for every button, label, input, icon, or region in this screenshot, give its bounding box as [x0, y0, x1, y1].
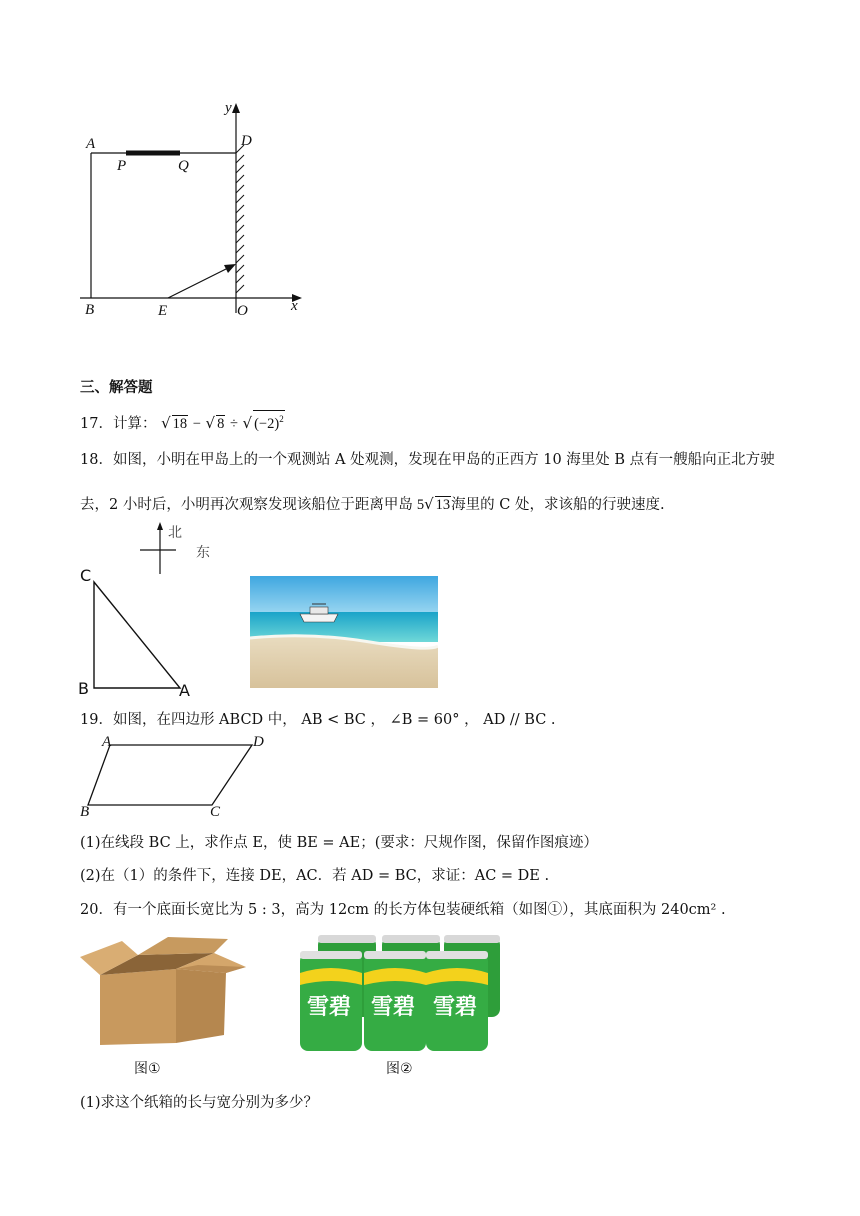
question-20-line1: 20．有一个底面长宽比为 5 : 3，高为 12cm 的长方体包装硬纸箱（如图①），其底面积为 240cm² . — [80, 902, 726, 918]
can-text-1: 雪碧 — [307, 995, 352, 1020]
label-c-para: C — [210, 804, 221, 820]
beach-boat-photo — [250, 576, 438, 688]
label-c: C — [80, 566, 92, 585]
can-text-3: 雪碧 — [433, 995, 478, 1020]
section-title: 三、解答题 — [80, 379, 153, 396]
label-a: A — [86, 136, 96, 152]
y-axis-arrow-icon — [232, 103, 240, 113]
ray-e — [168, 268, 228, 298]
compass-east-label: 东 — [196, 545, 210, 561]
label-e: E — [158, 303, 168, 319]
label-p: P — [117, 158, 127, 174]
label-o: O — [237, 303, 248, 319]
label-b: B — [85, 302, 95, 318]
question-18-line2: 去，2 小时后，小明再次观察发现该船位于距离甲岛 5√ 13海里的 C 处，求该船的行驶速度. — [80, 495, 665, 513]
can-text-2: 雪碧 — [371, 995, 416, 1020]
coordinate-figure — [70, 95, 320, 335]
mirror-hatching — [236, 145, 244, 293]
label-a-para: A — [102, 734, 112, 750]
label-d: D — [241, 133, 252, 149]
label-a-tri: A — [179, 681, 190, 700]
question-19-line1: 19．如图，在四边形 ABCD 中， AB < BC ， ∠B = 60° ， AD // BC . — [80, 712, 556, 728]
question-19-part2: (2)在（1）的条件下，连接 DE，AC．若 AD = BC，求证：AC = DE . — [80, 868, 550, 884]
figure-caption-1: 图① — [134, 1061, 161, 1077]
ray-arrow-icon — [224, 264, 236, 273]
label-d-para: D — [253, 734, 264, 750]
label-y: y — [225, 100, 232, 116]
question-17: 17．计算： √ 18 − √ 8 ÷ √ $(-2)^2$ — [80, 410, 285, 434]
triangle-figure — [80, 570, 200, 695]
compass-north-label: 北 — [168, 525, 182, 541]
label-q: Q — [178, 158, 189, 174]
label-b-tri: B — [78, 679, 89, 698]
figure-caption-2: 图② — [386, 1061, 413, 1077]
label-x: x — [291, 298, 298, 314]
cardboard-box-image — [78, 935, 253, 1050]
question-20-part1: (1)求这个纸箱的长与宽分别为多少？ — [80, 1095, 319, 1111]
label-b-para: B — [80, 804, 90, 820]
question-19-part1: (1)在线段 BC 上，求作点 E，使 BE = AE；(要求：尺规作图，保留作图痕迹） — [80, 835, 598, 851]
question-18-line1: 18．如图，小明在甲岛上的一个观测站 A 处观测，发现在甲岛的正西方 10 海里处 B 点有一艘船向正北方驶 — [80, 452, 775, 468]
